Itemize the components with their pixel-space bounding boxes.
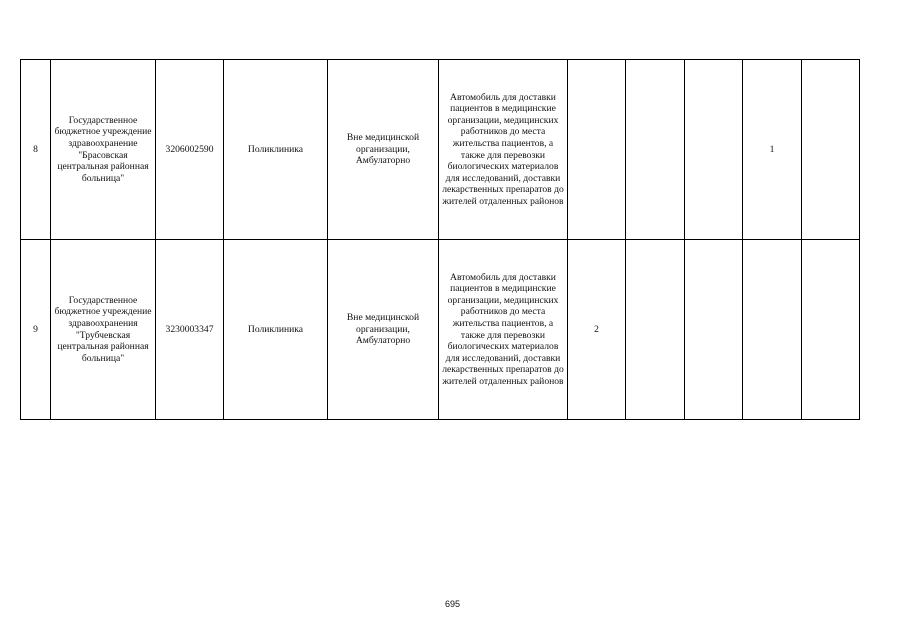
count-cell: 1: [743, 60, 802, 240]
unit-name: Поликлиника: [224, 240, 328, 420]
vehicle-purpose: Автомобиль для доставки пациентов в медицинские организации, медицинских работников до места жительства пациентов, а также для перевозки биологических материалов для исследований, доставки лекарственных препаратов до жителей отдаленных районов: [439, 240, 568, 420]
unit-name: Поликлиника: [224, 60, 328, 240]
page-number: 695: [444, 599, 461, 609]
row-number: 8: [21, 60, 51, 240]
vehicle-purpose: Автомобиль для доставки пациентов в медицинские организации, медицинских работников до места жительства пациентов, а также для перевозки биологических материалов для исследований, доставки лекарственных препаратов до жителей отдаленных районов: [439, 60, 568, 240]
care-conditions: Вне медицинской организации, Амбулаторно: [328, 60, 439, 240]
count-cell: [685, 60, 743, 240]
count-cell: [685, 240, 743, 420]
data-table: [20, 59, 860, 420]
care-conditions: Вне медицинской организации, Амбулаторно: [328, 240, 439, 420]
institution-name: Государственное бюджетное учреждение здравоохранения "Трубчевская центральная районная больница": [51, 240, 156, 420]
inn-code: 3206002590: [156, 60, 224, 240]
count-cell: [802, 60, 860, 240]
count-cell: [568, 60, 626, 240]
count-cell: [802, 240, 860, 420]
table-row: [21, 240, 860, 420]
count-cell: 2: [568, 240, 626, 420]
table-row: [21, 60, 860, 240]
row-number: 9: [21, 240, 51, 420]
count-cell: [626, 60, 685, 240]
count-cell: [743, 240, 802, 420]
count-cell: [626, 240, 685, 420]
inn-code: 3230003347: [156, 240, 224, 420]
institution-name: Государственное бюджетное учреждение здравоохранение "Брасовская центральная районная больница": [51, 60, 156, 240]
